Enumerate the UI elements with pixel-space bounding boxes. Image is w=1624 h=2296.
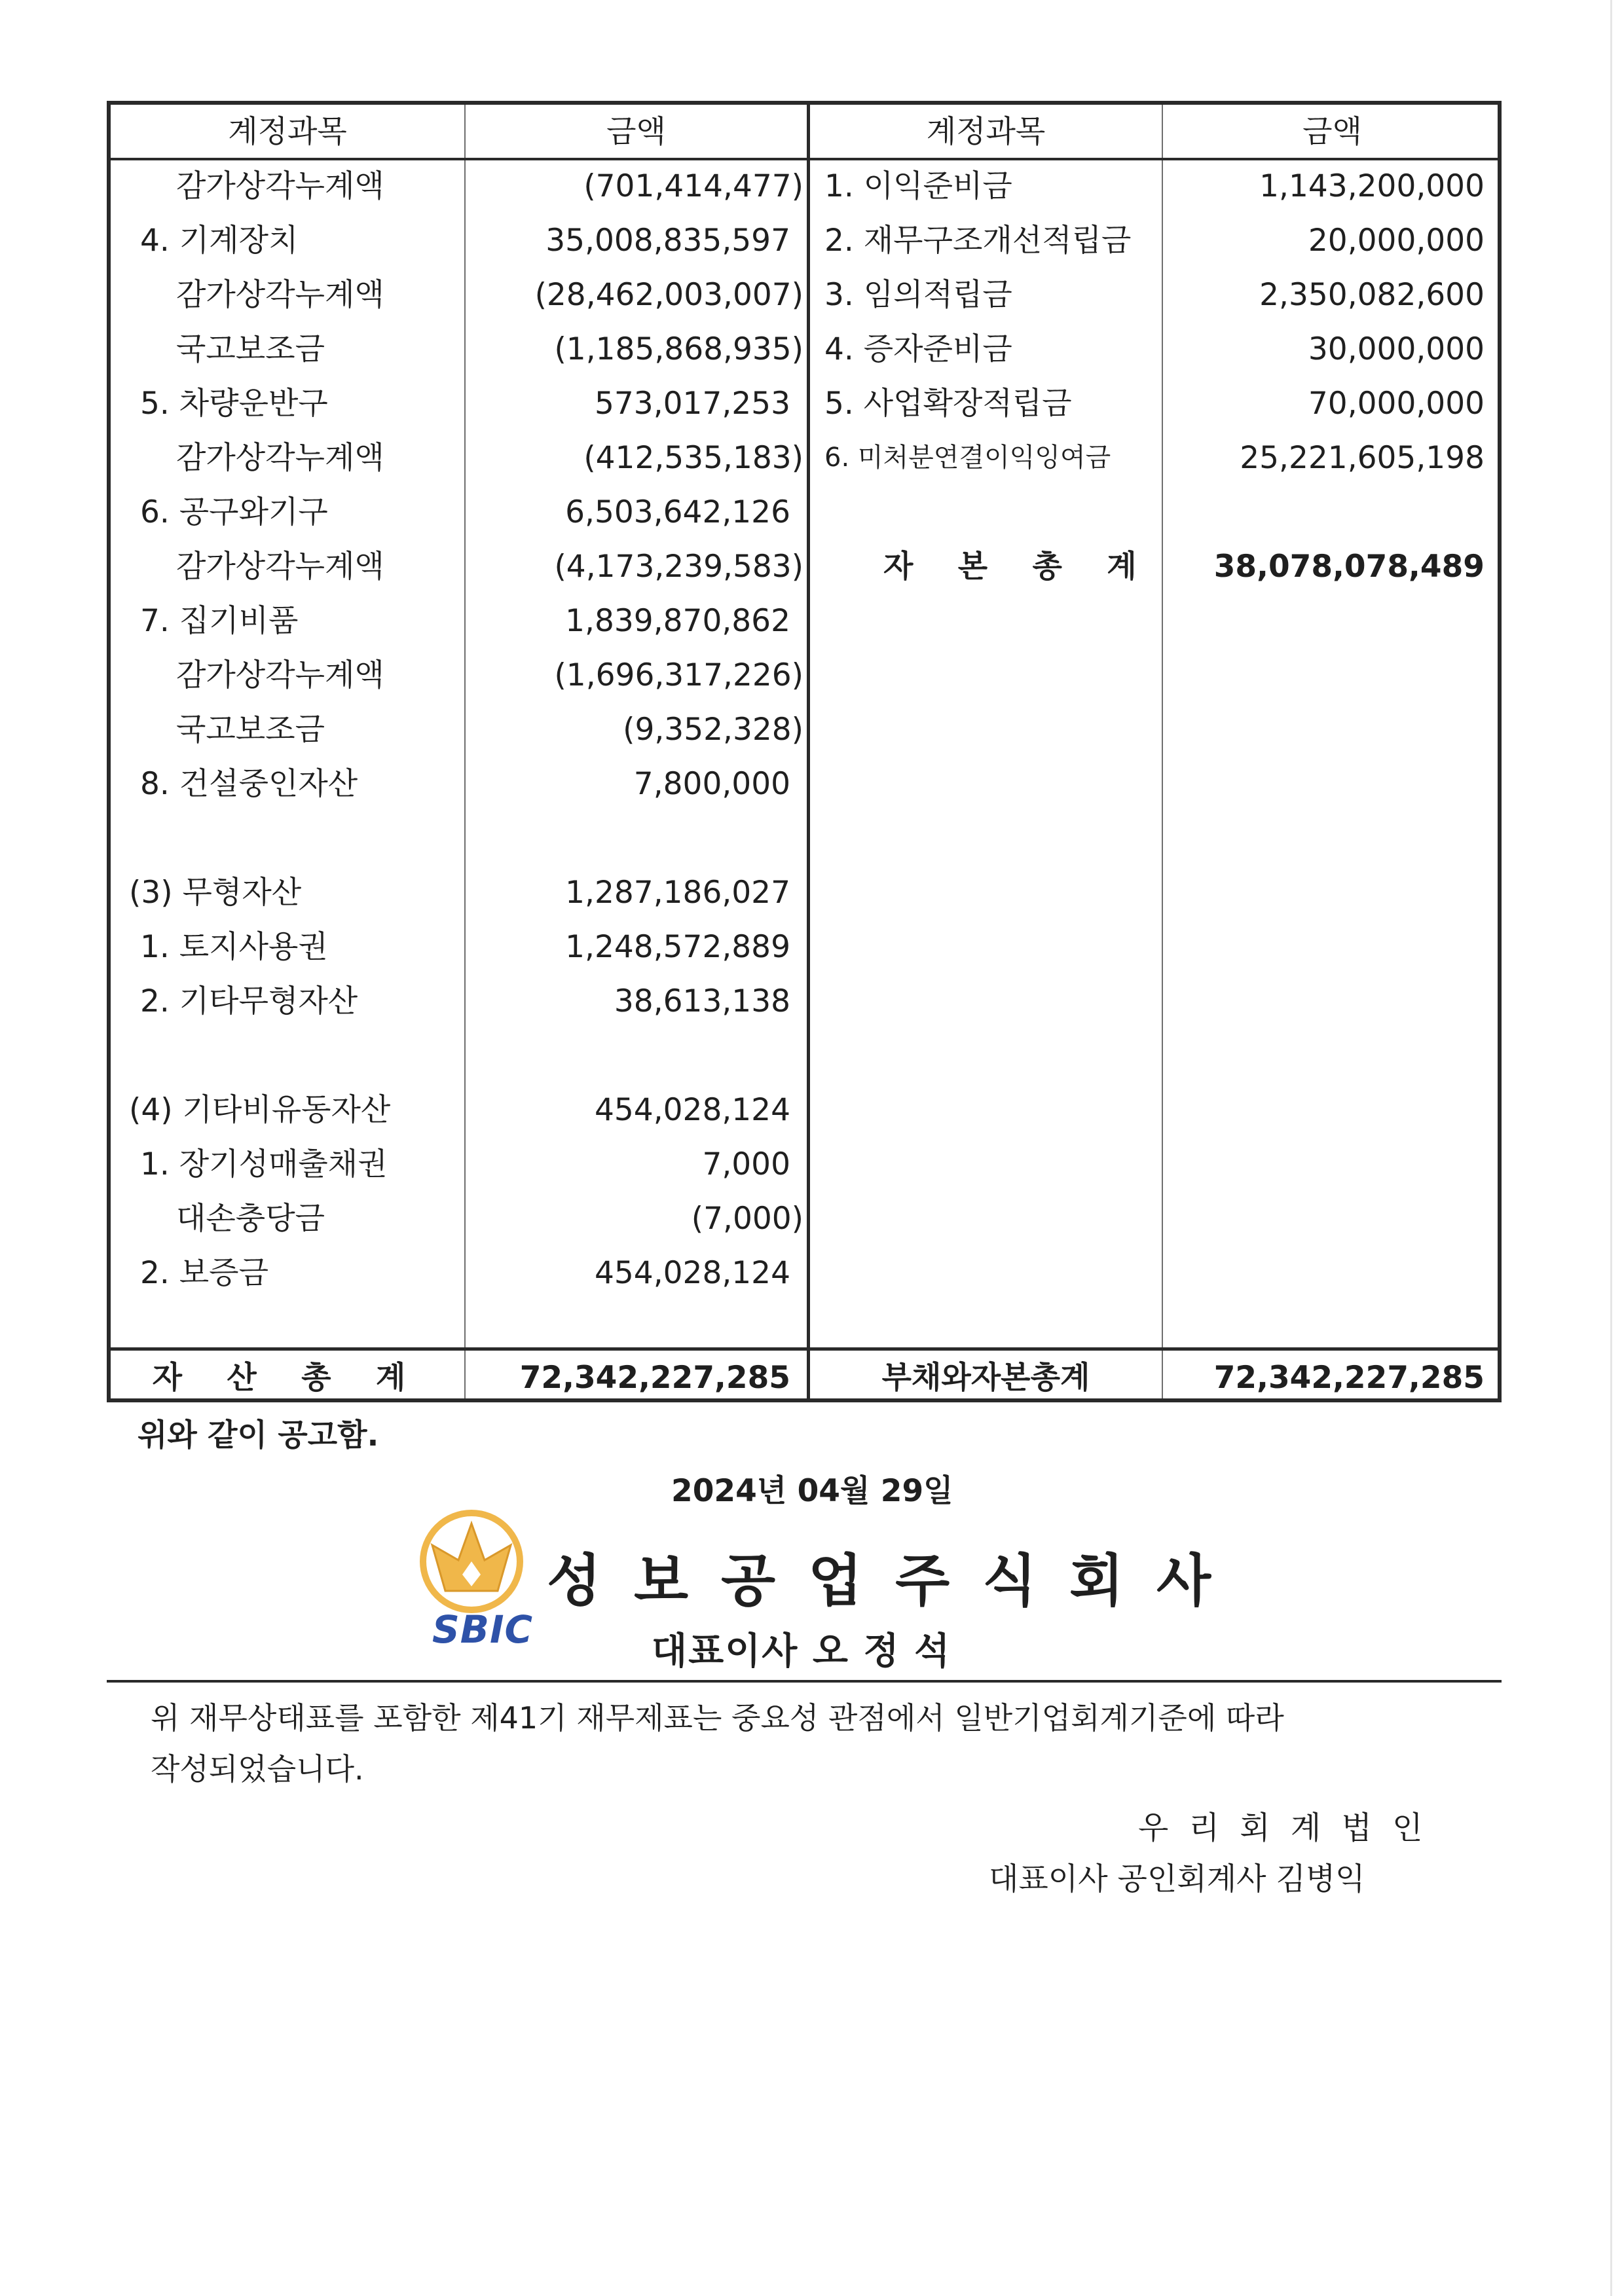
right-row-amount: 25,221,605,198 bbox=[1240, 440, 1485, 476]
capital-total-label: 자 본 총 계 bbox=[883, 549, 1154, 585]
right-row-amount: 70,000,000 bbox=[1308, 386, 1485, 422]
left-row-amount: (4,173,239,583) bbox=[554, 549, 803, 585]
right-row-amount: 20,000,000 bbox=[1308, 223, 1485, 259]
left-row-amount: 38,613,138 bbox=[614, 983, 790, 1019]
header-left-account: 계정과목 bbox=[228, 114, 347, 150]
left-section-label: (3) 무형자산 bbox=[129, 875, 302, 911]
right-row-label: 4. 증자준비금 bbox=[824, 331, 1012, 367]
ceo-name: 대표이사 오 정 석 bbox=[652, 1630, 951, 1673]
company-name: 성 보 공 업 주 식 회 사 bbox=[547, 1548, 1218, 1614]
left-row-amount: 454,028,124 bbox=[594, 1092, 790, 1128]
right-row-label: 5. 사업확장적립금 bbox=[824, 386, 1072, 422]
right-row-label: 1. 이익준비금 bbox=[824, 168, 1012, 204]
left-row-amount: 7,000 bbox=[702, 1146, 790, 1182]
section-divider bbox=[107, 1680, 1502, 1683]
notice-date: 2024년 04월 29일 bbox=[671, 1473, 953, 1509]
left-row-label: 감가상각누계액 bbox=[176, 657, 384, 693]
left-row-amount: (701,414,477) bbox=[583, 168, 803, 204]
header-left-amount: 금액 bbox=[606, 114, 666, 150]
liabilities-equity-total-amount: 72,342,227,285 bbox=[1213, 1360, 1485, 1396]
left-row-amount: (1,185,868,935) bbox=[554, 331, 803, 367]
audit-opinion-line-1: 위 재무상태표를 포함한 제41기 재무제표는 중요성 관점에서 일반기업회계기준에 따라 bbox=[151, 1700, 1284, 1736]
logo-wordmark: SBIC bbox=[432, 1607, 534, 1652]
left-row-label: 2. 기타무형자산 bbox=[140, 983, 358, 1019]
header-right-amount: 금액 bbox=[1302, 114, 1362, 150]
left-row-label: 1. 장기성매출채권 bbox=[140, 1146, 388, 1182]
left-row-amount: (1,696,317,226) bbox=[554, 657, 803, 693]
left-row-amount: 7,800,000 bbox=[633, 766, 790, 802]
header-right-account: 계정과목 bbox=[926, 114, 1046, 150]
assets-total-amount: 72,342,227,285 bbox=[519, 1360, 790, 1396]
left-row-amount: (28,462,003,007) bbox=[534, 277, 803, 313]
left-row-amount: 1,287,186,027 bbox=[565, 875, 790, 911]
left-row-amount: 1,248,572,889 bbox=[565, 929, 790, 965]
auditor-signer: 대표이사 공인회계사 김병익 bbox=[989, 1861, 1365, 1897]
left-row-label: 국고보조금 bbox=[176, 712, 325, 748]
left-row-amount: 1,839,870,862 bbox=[565, 603, 790, 639]
right-row-amount: 30,000,000 bbox=[1308, 331, 1485, 367]
right-row-label: 6. 미처분연결이익잉여금 bbox=[824, 443, 1111, 473]
left-row-label: 1. 토지사용권 bbox=[140, 929, 328, 965]
capital-total-amount: 38,078,078,489 bbox=[1213, 549, 1485, 585]
left-row-amount: (9,352,328) bbox=[623, 712, 803, 748]
audit-opinion-line-2: 작성되었습니다. bbox=[151, 1751, 364, 1787]
right-row-label: 2. 재무구조개선적립금 bbox=[824, 223, 1132, 259]
center-divider bbox=[807, 105, 810, 1398]
left-row-amount: 454,028,124 bbox=[594, 1255, 790, 1291]
audit-firm-name: 우 리 회 계 법 인 bbox=[1138, 1810, 1428, 1846]
public-notice: 위와 같이 공고함. bbox=[138, 1417, 379, 1453]
left-row-label: 감가상각누계액 bbox=[176, 168, 384, 204]
column-divider bbox=[464, 105, 466, 1398]
left-row-amount: (412,535,183) bbox=[583, 440, 803, 476]
liabilities-equity-total-label: 부채와자본총계 bbox=[881, 1360, 1090, 1396]
right-row-amount: 2,350,082,600 bbox=[1259, 277, 1485, 313]
left-row-amount: 35,008,835,597 bbox=[545, 223, 790, 259]
left-row-label: 7. 집기비품 bbox=[140, 603, 299, 639]
left-row-label: 감가상각누계액 bbox=[176, 549, 384, 585]
left-row-amount: 6,503,642,126 bbox=[565, 494, 790, 530]
left-row-amount: (7,000) bbox=[691, 1201, 803, 1237]
crown-logo-icon bbox=[413, 1509, 530, 1614]
scan-edge-line bbox=[1610, 0, 1612, 2296]
column-divider bbox=[1162, 105, 1163, 1398]
left-row-amount: 573,017,253 bbox=[594, 386, 790, 422]
left-row-label: 감가상각누계액 bbox=[176, 277, 384, 313]
left-row-label: 8. 건설중인자산 bbox=[140, 766, 358, 802]
left-section-label: (4) 기타비유동자산 bbox=[129, 1092, 391, 1128]
left-row-label: 대손충당금 bbox=[176, 1201, 325, 1237]
balance-sheet-table bbox=[107, 101, 1502, 1402]
left-row-label: 감가상각누계액 bbox=[176, 440, 384, 476]
left-row-label: 5. 차량운반구 bbox=[140, 386, 328, 422]
assets-total-label: 자 산 총 계 bbox=[152, 1360, 423, 1396]
left-row-label: 국고보조금 bbox=[176, 331, 325, 367]
left-row-label: 4. 기계장치 bbox=[140, 223, 299, 259]
left-row-label: 2. 보증금 bbox=[140, 1255, 268, 1291]
right-row-label: 3. 임의적립금 bbox=[824, 277, 1012, 313]
right-row-amount: 1,143,200,000 bbox=[1259, 168, 1485, 204]
left-row-label: 6. 공구와기구 bbox=[140, 494, 328, 530]
